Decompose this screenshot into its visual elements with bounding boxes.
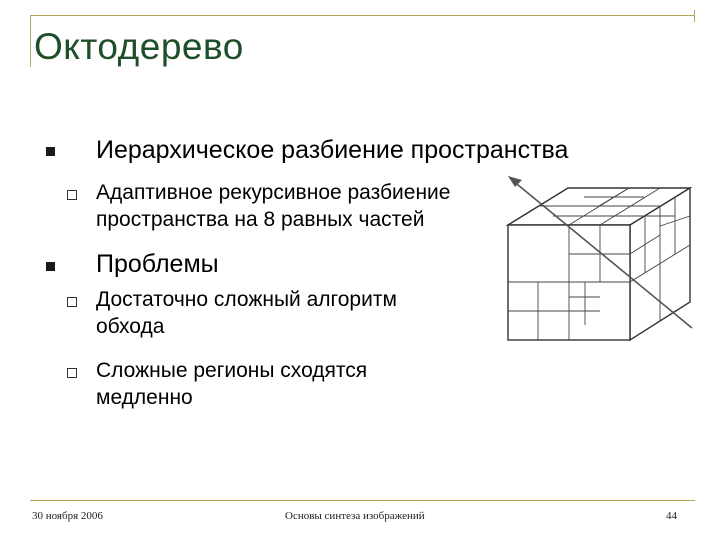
- slide-title: Октодерево: [34, 26, 244, 67]
- sub-bullet-marker: [67, 297, 77, 307]
- slide-frame-top: [30, 15, 695, 16]
- footer-date: 30 ноября 2006: [32, 510, 103, 522]
- octree-cube-icon: [460, 150, 710, 355]
- sub-bullet-line: обхода: [96, 315, 165, 338]
- footer-page-number: 44: [666, 510, 677, 522]
- sub-bullet-marker: [67, 190, 77, 200]
- footer-course: Основы синтеза изображений: [285, 510, 425, 522]
- bullet-text: Иерархическое разбиение пространства: [96, 136, 569, 164]
- sub-bullet-line: Адаптивное рекурсивное разбиение: [96, 181, 451, 204]
- slide-frame-left: [30, 15, 31, 67]
- slide-frame-tick: [694, 10, 695, 22]
- sub-bullet-line: Достаточно сложный алгоритм: [96, 288, 397, 311]
- sub-bullet-line: медленно: [96, 386, 193, 409]
- bullet-marker: [46, 262, 55, 271]
- bullet-text: Проблемы: [96, 250, 219, 278]
- sub-bullet-marker: [67, 368, 77, 378]
- sub-bullet-line: пространства на 8 равных частей: [96, 208, 425, 231]
- sub-bullet-line: Сложные регионы сходятся: [96, 359, 368, 382]
- footer-divider: [30, 500, 695, 501]
- bullet-marker: [46, 147, 55, 156]
